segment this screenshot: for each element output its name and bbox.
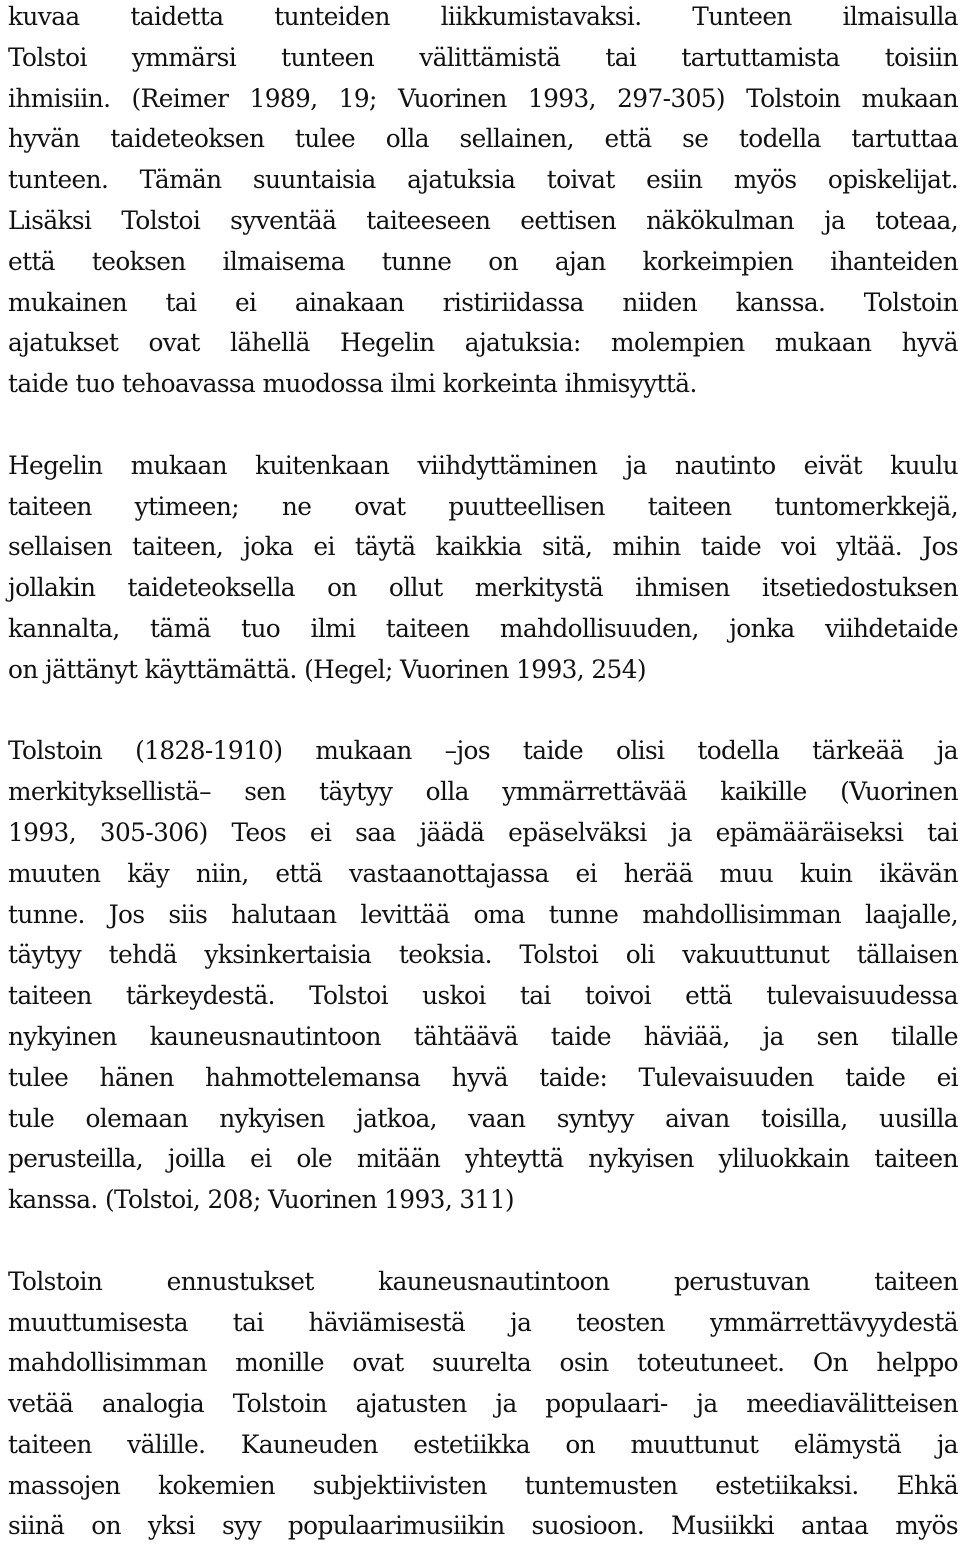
text-line: täytyy tehdä yksinkertaisia teoksia. Tolstoi oli vakuuttunut tällaisen (8, 940, 958, 970)
text-line: taiteen ytimeen; ne ovat puutteellisen taiteen tuntomerkkejä, (8, 491, 958, 521)
text-line: Tolstoi ymmärsi tunteen välittämistä tai tartuttamista toisiin (8, 42, 958, 72)
paragraph-gap (8, 691, 958, 732)
text-line: kanssa. (Tolstoi, 208; Vuorinen 1993, 311) (8, 1185, 514, 1215)
text-line: Tolstoin (1828-1910) mukaan –jos taide olisi todella tärkeää ja (8, 736, 958, 766)
text-line: sellaisen taiteen, joka ei täytä kaikkia sitä, mihin taide voi yltää. Jos (8, 532, 958, 562)
text-line: muuten käy niin, että vastaanottajassa ei herää muu kuin ikävän (8, 858, 958, 888)
text-line: Hegelin mukaan kuitenkaan viihdyttäminen ja nautinto eivät kuulu (8, 450, 958, 480)
text-line: tule olemaan nykyisen jatkoa, vaan syntyy aivan toisilla, uusilla (8, 1103, 958, 1133)
text-line: ajatukset ovat lähellä Hegelin ajatuksia: molempien mukaan hyvä (8, 328, 958, 358)
text-line: vetää analogia Tolstoin ajatusten ja populaari- ja meediavälitteisen (8, 1389, 958, 1419)
text-line: nykyinen kauneusnautintoon tähtäävä taide häviää, ja sen tilalle (8, 1021, 958, 1051)
text-line: 1993, 305-306) Teos ei saa jäädä epäselväksi ja epämääräiseksi tai (8, 817, 958, 847)
text-line: että teoksen ilmaisema tunne on ajan korkeimpien ihanteiden (8, 246, 958, 276)
paragraph-predictions (8, 1262, 958, 1547)
text-line: merkityksellistä– sen täytyy olla ymmärrettävää kaikille (Vuorinen (8, 777, 958, 807)
paragraph-hegel-entertainment (8, 446, 958, 691)
text-line: tulee hänen hahmottelemansa hyvä taide: Tulevaisuuden taide ei (8, 1062, 958, 1092)
paragraph-tolstoi-hegel (8, 0, 958, 405)
text-line: on jättänyt käyttämättä. (Hegel; Vuorinen 1993, 254) (8, 654, 646, 684)
text-line: ihmisiin. (Reimer 1989, 19; Vuorinen 1993, 297-305) Tolstoin mukaan (8, 83, 958, 113)
text-line: jollakin taideteoksella on ollut merkitystä ihmisen itsetiedostuksen (8, 573, 958, 603)
text-line: tunteen. Tämän suuntaisia ajatuksia toivat esiin myös opiskelijat. (8, 165, 958, 195)
text-line: siinä on yksi syy populaarimusiikin suosioon. Musiikki antaa myös (8, 1511, 958, 1541)
text-line: taiteen tärkeydestä. Tolstoi uskoi tai toivoi että tulevaisuudessa (8, 981, 958, 1011)
text-line: perusteilla, joilla ei ole mitään yhteyttä nykyisen yliluokkain taiteen (8, 1144, 958, 1174)
paragraph-gap (8, 1221, 958, 1262)
text-line: taide tuo tehoavassa muodossa ilmi korkeinta ihmisyyttä. (8, 369, 697, 399)
paragraph-tolstoi-understandable (8, 731, 958, 1221)
text-line: kuvaa taidetta tunteiden liikkumistavaksi. Tunteen ilmaisulla (8, 2, 958, 31)
text-line: hyvän taideteoksen tulee olla sellainen, että se todella tartuttaa (8, 124, 958, 154)
paragraph-gap (8, 405, 958, 446)
text-line: muuttumisesta tai häviämisestä ja teosten ymmärrettävyydestä (8, 1307, 958, 1337)
text-line: massojen kokemien subjektiivisten tuntemusten estetiikaksi. Ehkä (8, 1470, 958, 1500)
text-line: kannalta, tämä tuo ilmi taiteen mahdollisuuden, jonka viihdetaide (8, 613, 958, 643)
text-line: taiteen välille. Kauneuden estetiikka on muuttunut elämystä ja (8, 1429, 958, 1459)
text-line: Lisäksi Tolstoi syventää taiteeseen eettisen näkökulman ja toteaa, (8, 205, 958, 235)
text-line: tunne. Jos siis halutaan levittää oma tunne mahdollisimman laajalle, (8, 899, 958, 929)
document-page (8, 0, 958, 1547)
text-line: mukainen tai ei ainakaan ristiriidassa niiden kanssa. Tolstoin (8, 287, 958, 317)
text-line: mahdollisimman monille ovat suurelta osin toteutuneet. On helppo (8, 1348, 958, 1378)
text-line: Tolstoin ennustukset kauneusnautintoon perustuvan taiteen (8, 1266, 958, 1296)
